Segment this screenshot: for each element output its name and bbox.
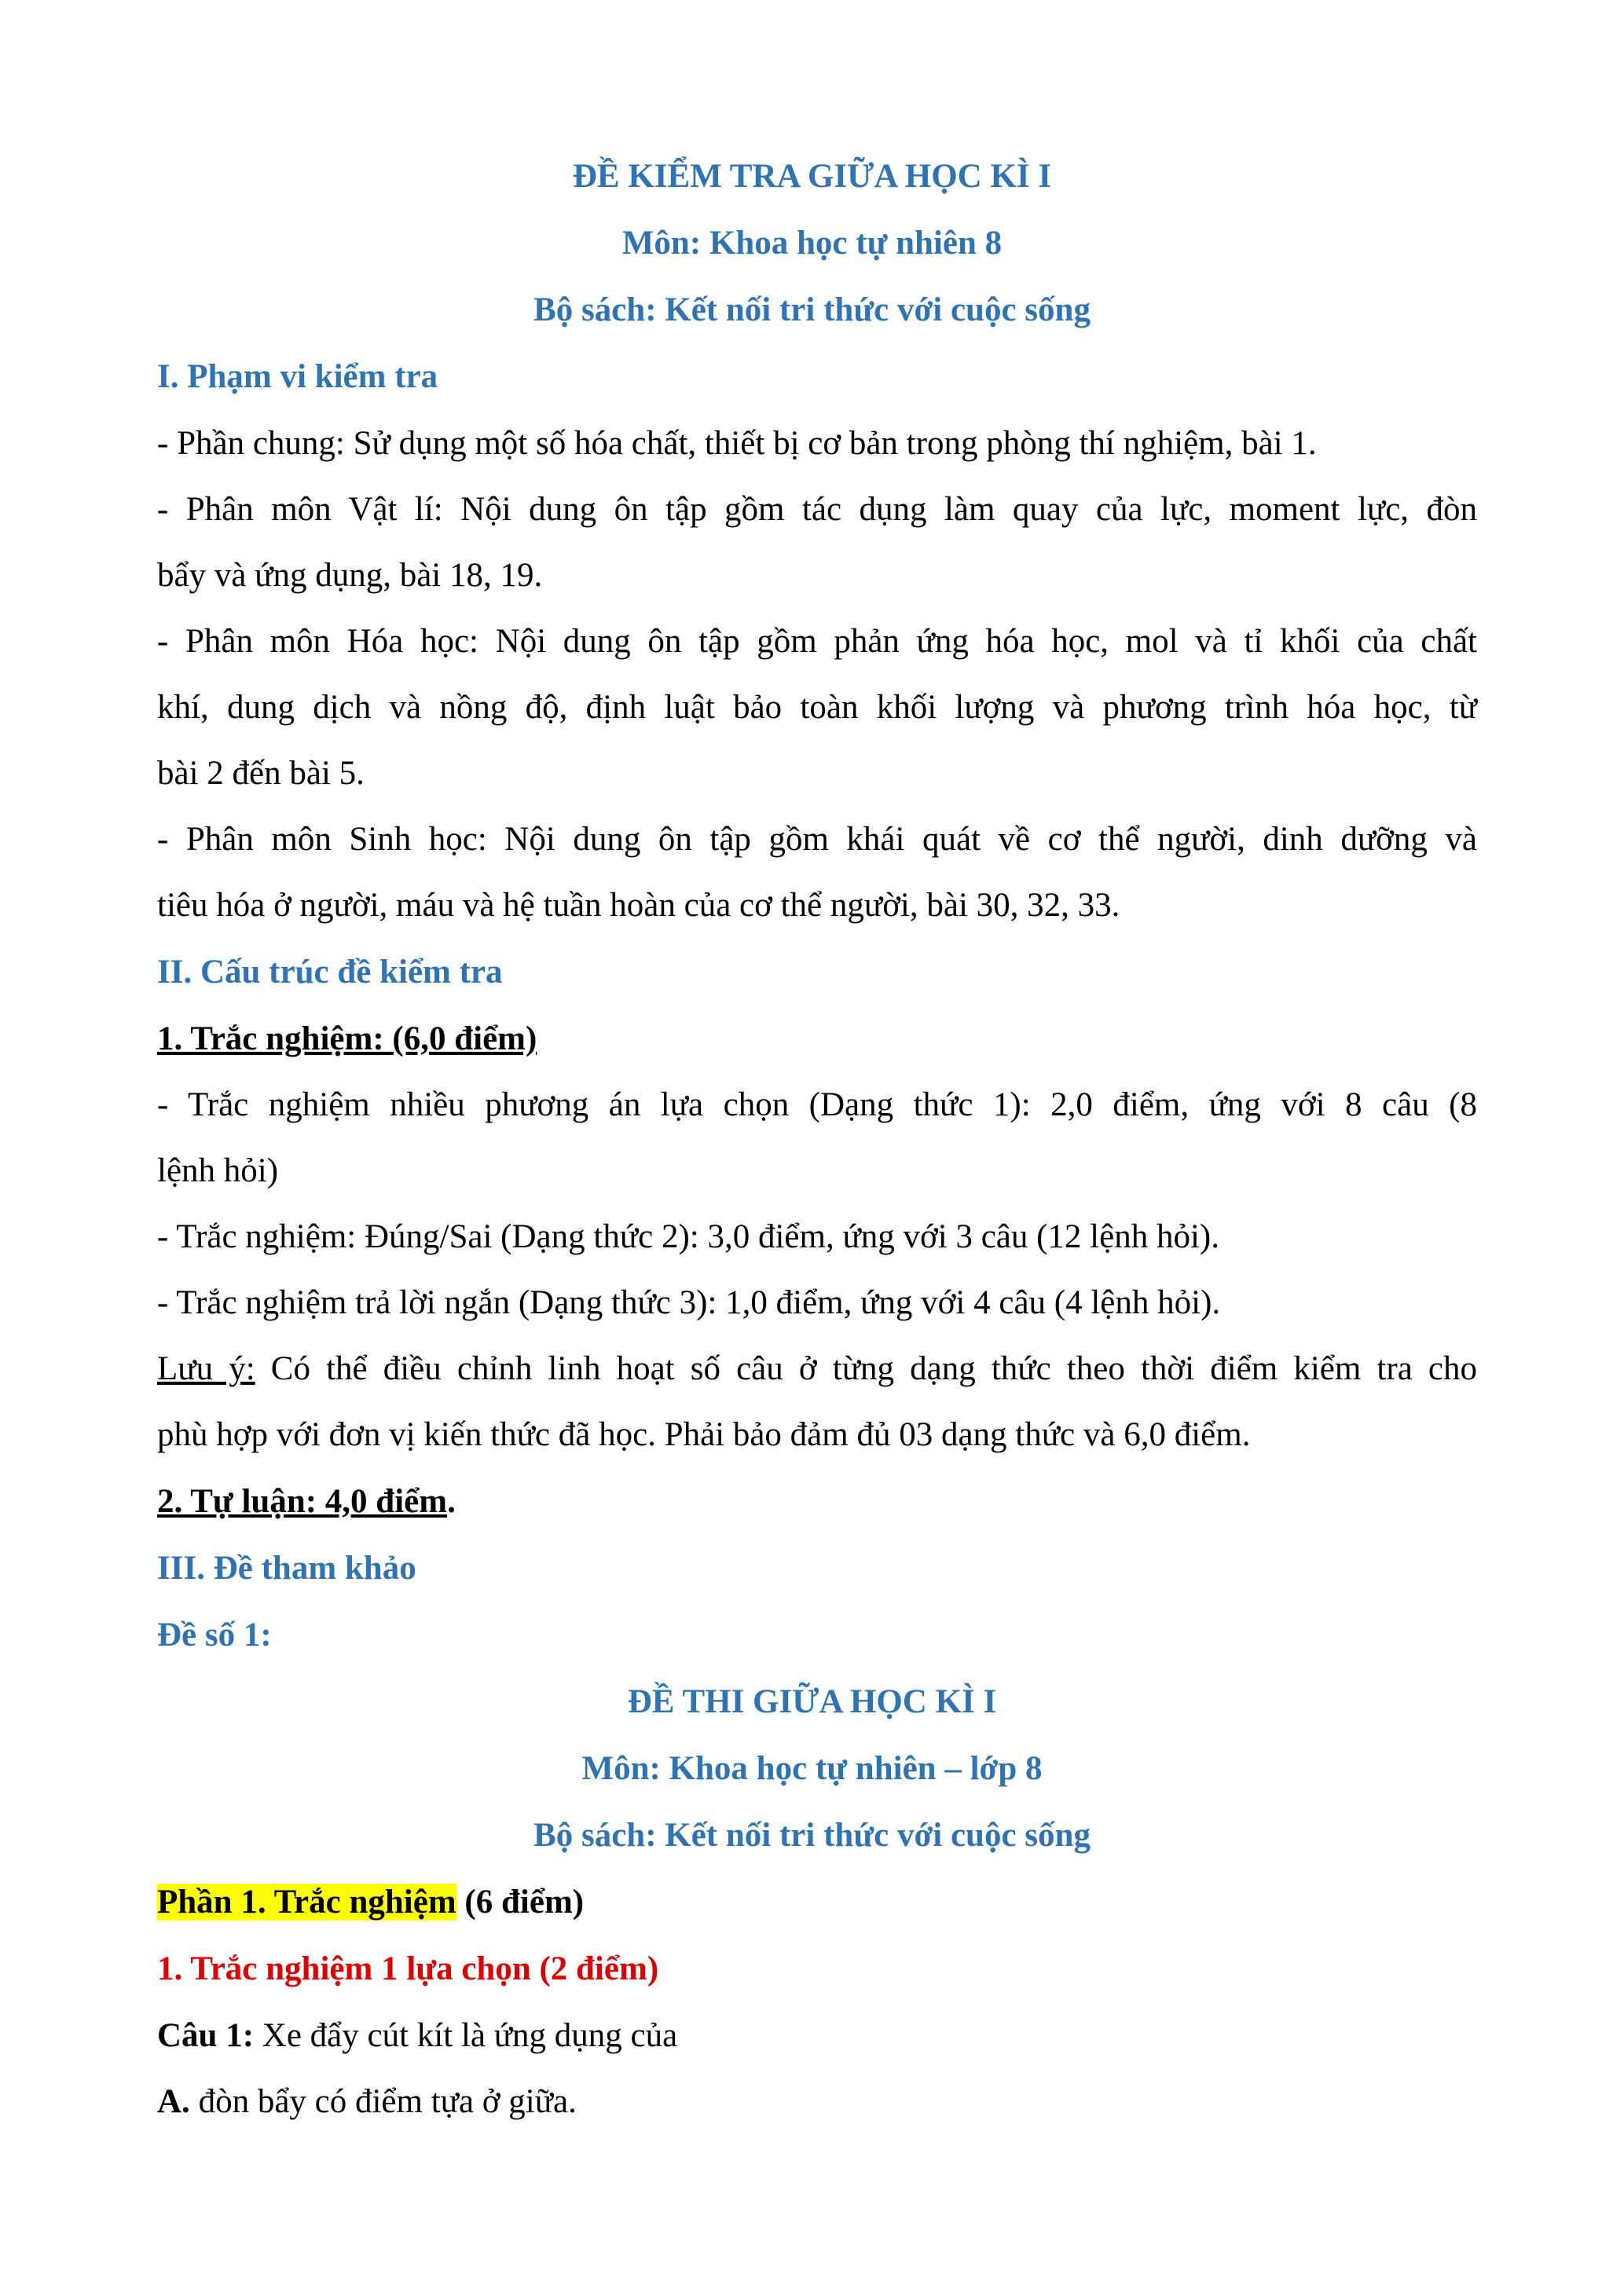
answer-a-label: A. bbox=[157, 2083, 190, 2120]
question-1 bbox=[157, 2014, 1477, 2058]
essay-suffix: . bbox=[447, 1483, 456, 1520]
section-heading-reference: III. Đề tham khảo bbox=[157, 1550, 416, 1587]
question-1-label: Câu 1: bbox=[157, 2017, 255, 2054]
scope-line-biology-1: - Phân môn Sinh học: Nội dung ôn tập gồm khái quát về cơ thể người, dinh dưỡng và bbox=[157, 821, 1477, 858]
note-line-2: phù hợp với đơn vị kiến thức đã học. Phải bảo đảm đủ 03 dạng thức và 6,0 điểm. bbox=[157, 1416, 1251, 1453]
scope-line-biology-2: tiêu hóa ở người, máu và hệ tuần hoàn của cơ thể người, bài 30, 32, 33. bbox=[157, 887, 1120, 924]
scope-line-common: - Phần chung: Sử dụng một số hóa chất, thiết bị cơ bản trong phòng thí nghiệm, bài 1. bbox=[157, 425, 1317, 462]
structure-line-3: - Trắc nghiệm: Đúng/Sai (Dạng thức 2): 3,0 điểm, ứng với 3 câu (12 lệnh hỏi). bbox=[157, 1218, 1219, 1255]
structure-line-4: - Trắc nghiệm trả lời ngắn (Dạng thức 3): 1,0 điểm, ứng với 4 câu (4 lệnh hỏi). bbox=[157, 1284, 1221, 1321]
exam-book: Bộ sách: Kết nối tri thức với cuộc sống bbox=[533, 1817, 1091, 1854]
part1-points: (6 điểm) bbox=[456, 1884, 585, 1921]
note-line-1 bbox=[157, 1347, 1477, 1391]
essay-title: 2. Tự luận: 4,0 điểm bbox=[157, 1483, 448, 1520]
exam-title: ĐỀ THI GIỮA HỌC KÌ I bbox=[627, 1683, 997, 1720]
multiple-choice-title: 1. Trắc nghiệm: (6,0 điểm) bbox=[157, 1020, 537, 1057]
answer-a bbox=[157, 2080, 1477, 2124]
section-heading-structure: II. Cấu trúc đề kiểm tra bbox=[157, 954, 503, 991]
note-text-1: Có thể điều chỉnh linh hoạt số câu ở từng dạng thức theo thời điểm kiểm tra cho bbox=[255, 1350, 1477, 1387]
essay-line bbox=[157, 1480, 1477, 1524]
scope-line-chemistry-2: khí, dung dịch và nồng độ, định luật bảo toàn khối lượng và phương trình hóa học, từ bbox=[157, 689, 1477, 726]
part1-heading bbox=[157, 1880, 1477, 1924]
scope-line-physics-1: - Phân môn Vật lí: Nội dung ôn tập gồm tác dụng làm quay của lực, moment lực, đòn bbox=[157, 491, 1477, 528]
exam-number: Đề số 1: bbox=[157, 1617, 272, 1653]
structure-line-2: lệnh hỏi) bbox=[157, 1152, 279, 1189]
part1-label: Phần 1. Trắc nghiệm bbox=[157, 1884, 456, 1921]
page-title: ĐỀ KIỂM TRA GIỮA HỌC KÌ I bbox=[572, 158, 1052, 195]
structure-line-1: - Trắc nghiệm nhiều phương án lựa chọn (Dạng thức 1): 2,0 điểm, ứng với 8 câu (8 bbox=[157, 1086, 1477, 1123]
single-choice-heading: 1. Trắc nghiệm 1 lựa chọn (2 điểm) bbox=[157, 1950, 659, 1987]
subject-line: Môn: Khoa học tự nhiên 8 bbox=[621, 225, 1003, 262]
exam-subject: Môn: Khoa học tự nhiên – lớp 8 bbox=[581, 1750, 1043, 1787]
answer-a-text: đòn bẩy có điểm tựa ở giữa. bbox=[189, 2083, 577, 2120]
section-heading-scope: I. Phạm vi kiểm tra bbox=[157, 358, 438, 395]
scope-line-chemistry-3: bài 2 đến bài 5. bbox=[157, 755, 365, 792]
scope-line-chemistry-1: - Phân môn Hóa học: Nội dung ôn tập gồm phản ứng hóa học, mol và tỉ khối của chất bbox=[157, 623, 1477, 660]
note-label: Lưu ý: bbox=[157, 1350, 255, 1387]
book-line: Bộ sách: Kết nối tri thức với cuộc sống bbox=[533, 291, 1091, 328]
question-1-text: Xe đẩy cút kít là ứng dụng của bbox=[254, 2017, 678, 2054]
scope-line-physics-2: bẩy và ứng dụng, bài 18, 19. bbox=[157, 557, 543, 594]
